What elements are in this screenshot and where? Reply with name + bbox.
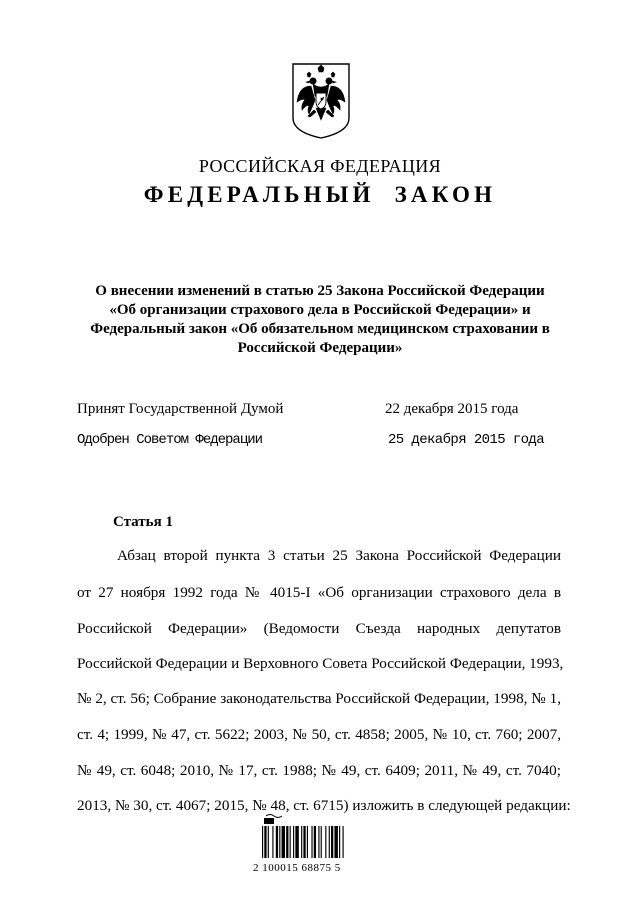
document-type-title: ФЕДЕРАЛЬНЫЙ ЗАКОН <box>143 182 497 207</box>
subject-line: «Об организации страхового дела в Российской Федерации» и <box>109 302 531 318</box>
subject-line: Российской Федерации» <box>237 340 403 356</box>
article-text-line: Российской Федерации» (Ведомости Съезда народных депутатов <box>77 620 561 637</box>
article-text-line: ст. 4; 1999, № 47, ст. 5622; 2003, № 50, ст. 4858; 2005, № 10, ст. 760; 2007, <box>77 726 561 743</box>
approved-by-federation-council-label: Одобрен Советом Федерации <box>77 432 263 448</box>
article-text-line: Абзац второй пункта 3 статьи 25 Закона Российской Федерации <box>117 547 561 564</box>
coat-of-arms-emblem-icon <box>289 60 353 140</box>
adopted-date: 22 декабря 2015 года <box>385 401 519 417</box>
adopted-by-duma-label: Принят Государственной Думой <box>77 401 284 417</box>
article-text-line: Российской Федерации и Верховного Совета Российской Федерации, 1993, <box>77 655 564 672</box>
article-text-line: № 2, ст. 56; Собрание законодательства Российской Федерации, 1998, № 1, <box>77 690 561 707</box>
article-text-line: 2013, № 30, ст. 4067; 2015, № 48, ст. 6715) изложить в следующей редакции: <box>77 797 571 814</box>
law-subject-heading <box>80 282 560 358</box>
article-text-line: от 27 ноября 1992 года № 4015-I «Об организации страхового дела в <box>77 584 561 601</box>
article-text-line: № 49, ст. 6048; 2010, № 17, ст. 1988; № 49, ст. 6409; 2011, № 49, ст. 7040; <box>77 762 561 779</box>
barcode-number: 2 100015 68875 5 <box>253 862 341 874</box>
barcode-icon <box>258 814 382 860</box>
article-title: Статья 1 <box>113 514 173 530</box>
approved-date: 25 декабря 2015 года <box>388 432 545 448</box>
subject-line: Федеральный закон «Об обязательном медицинском страховании в <box>90 321 550 337</box>
subject-line: О внесении изменений в статью 25 Закона Российской Федерации <box>95 283 545 299</box>
country-name: РОССИЙСКАЯ ФЕДЕРАЦИЯ <box>198 156 442 176</box>
